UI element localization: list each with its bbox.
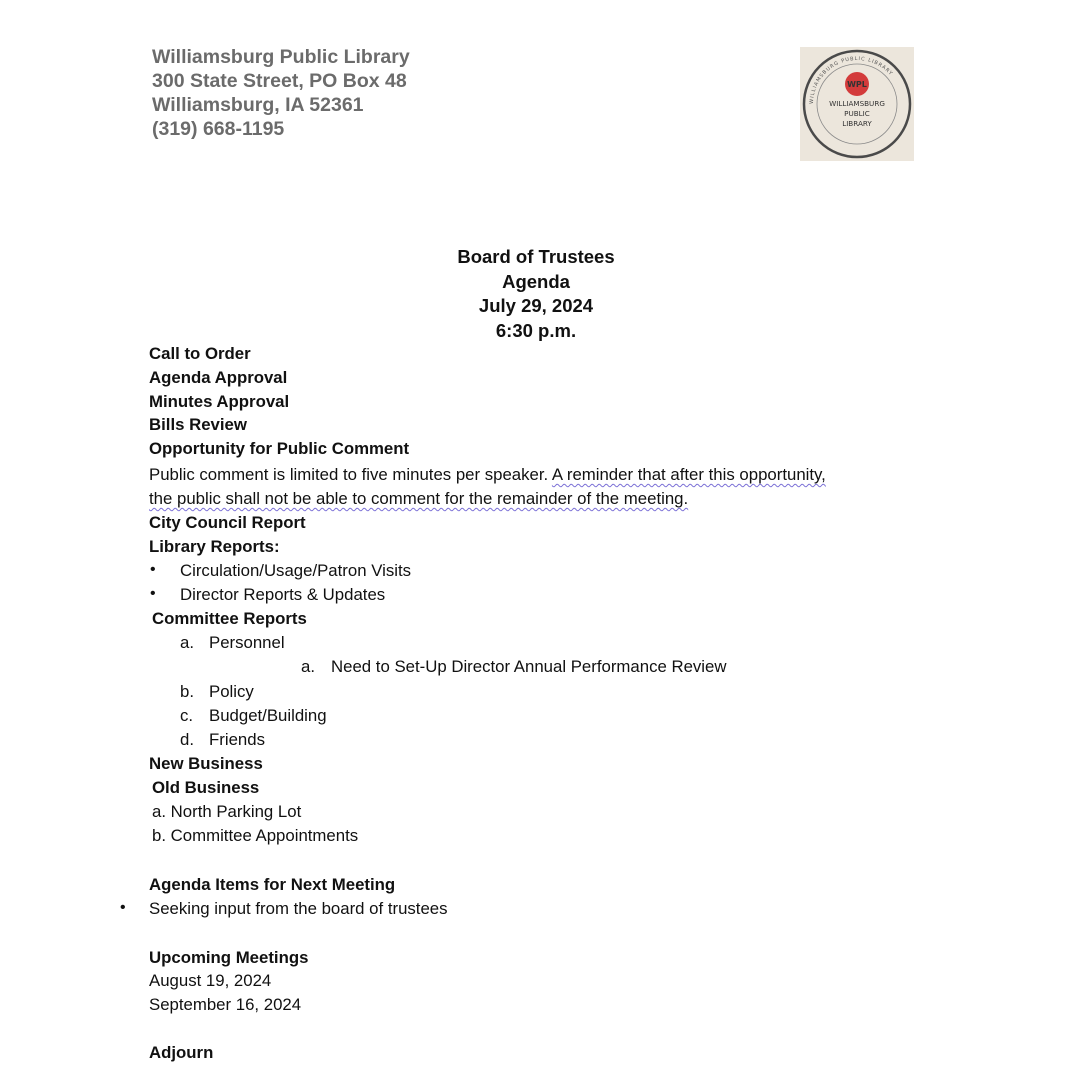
committee-item-policy: Policy xyxy=(209,682,254,701)
logo-line2: PUBLIC xyxy=(844,109,870,118)
library-city: Williamsburg, IA 52361 xyxy=(152,94,364,116)
sub-item-performance-review: Need to Set-Up Director Annual Performance Review xyxy=(331,657,727,676)
committee-marker: d. xyxy=(180,730,194,749)
library-report-item: Director Reports & Updates xyxy=(180,585,386,604)
item-public-comment-heading: Opportunity for Public Comment xyxy=(149,439,410,458)
item-next-meeting-heading: Agenda Items for Next Meeting xyxy=(149,875,396,894)
upcoming-date: September 16, 2024 xyxy=(149,995,302,1014)
item-agenda-approval: Agenda Approval xyxy=(149,368,288,387)
item-bills-review: Bills Review xyxy=(149,415,247,434)
logo-line1: WILLIAMSBURG xyxy=(829,99,885,108)
letterhead xyxy=(152,45,410,141)
bullet-icon: • xyxy=(120,899,126,916)
committee-marker: b. xyxy=(180,682,194,701)
logo-ring-text: WILLIAMSBURG PUBLIC LIBRARY xyxy=(808,55,894,105)
public-comment-line2 xyxy=(149,487,688,511)
item-committee-reports: Committee Reports xyxy=(152,609,307,628)
next-meeting-item: Seeking input from the board of trustees xyxy=(149,899,448,918)
title-board: Board of Trustees xyxy=(457,246,615,267)
spellcheck-flagged-text: A reminder that after this opportunity, xyxy=(551,465,826,484)
public-comment-text: Public comment is limited to five minutes per speaker. xyxy=(149,465,552,484)
logo-line3: LIBRARY xyxy=(842,119,872,128)
library-logo xyxy=(800,47,914,161)
old-business-item: b. Committee Appointments xyxy=(152,826,359,845)
item-library-reports: Library Reports: xyxy=(149,537,280,556)
title-date: July 29, 2024 xyxy=(478,295,594,316)
committee-item-budget: Budget/Building xyxy=(209,706,327,725)
item-new-business: New Business xyxy=(149,754,263,773)
committee-item-friends: Friends xyxy=(209,730,265,749)
sub-item-marker: a. xyxy=(301,657,315,676)
item-call-to-order: Call to Order xyxy=(149,344,251,363)
item-city-council-report: City Council Report xyxy=(149,513,306,532)
library-seal-icon xyxy=(800,47,914,161)
old-business-item: a. North Parking Lot xyxy=(152,802,302,821)
library-phone: (319) 668-1195 xyxy=(152,118,285,140)
item-minutes-approval: Minutes Approval xyxy=(149,392,290,411)
committee-marker: c. xyxy=(180,706,194,725)
logo-initials: WPL xyxy=(847,80,867,89)
item-old-business: Old Business xyxy=(152,778,260,797)
bullet-icon: • xyxy=(150,561,156,578)
library-street: 300 State Street, PO Box 48 xyxy=(152,70,407,92)
upcoming-date: August 19, 2024 xyxy=(149,971,272,990)
spellcheck-flagged-text: the public shall not be able to comment for the remainder of the meeting. xyxy=(149,489,689,508)
item-upcoming-meetings-heading: Upcoming Meetings xyxy=(149,948,309,967)
item-adjourn: Adjourn xyxy=(149,1043,214,1062)
bullet-icon: • xyxy=(150,585,156,602)
public-comment-line1 xyxy=(149,463,826,487)
agenda-title xyxy=(336,245,736,343)
title-agenda: Agenda xyxy=(502,270,570,292)
title-time: 6:30 p.m. xyxy=(495,319,577,341)
library-report-item: Circulation/Usage/Patron Visits xyxy=(180,561,412,580)
library-name: Williamsburg Public Library xyxy=(152,46,410,68)
committee-marker: a. xyxy=(180,633,194,652)
committee-item-personnel: Personnel xyxy=(209,633,285,652)
